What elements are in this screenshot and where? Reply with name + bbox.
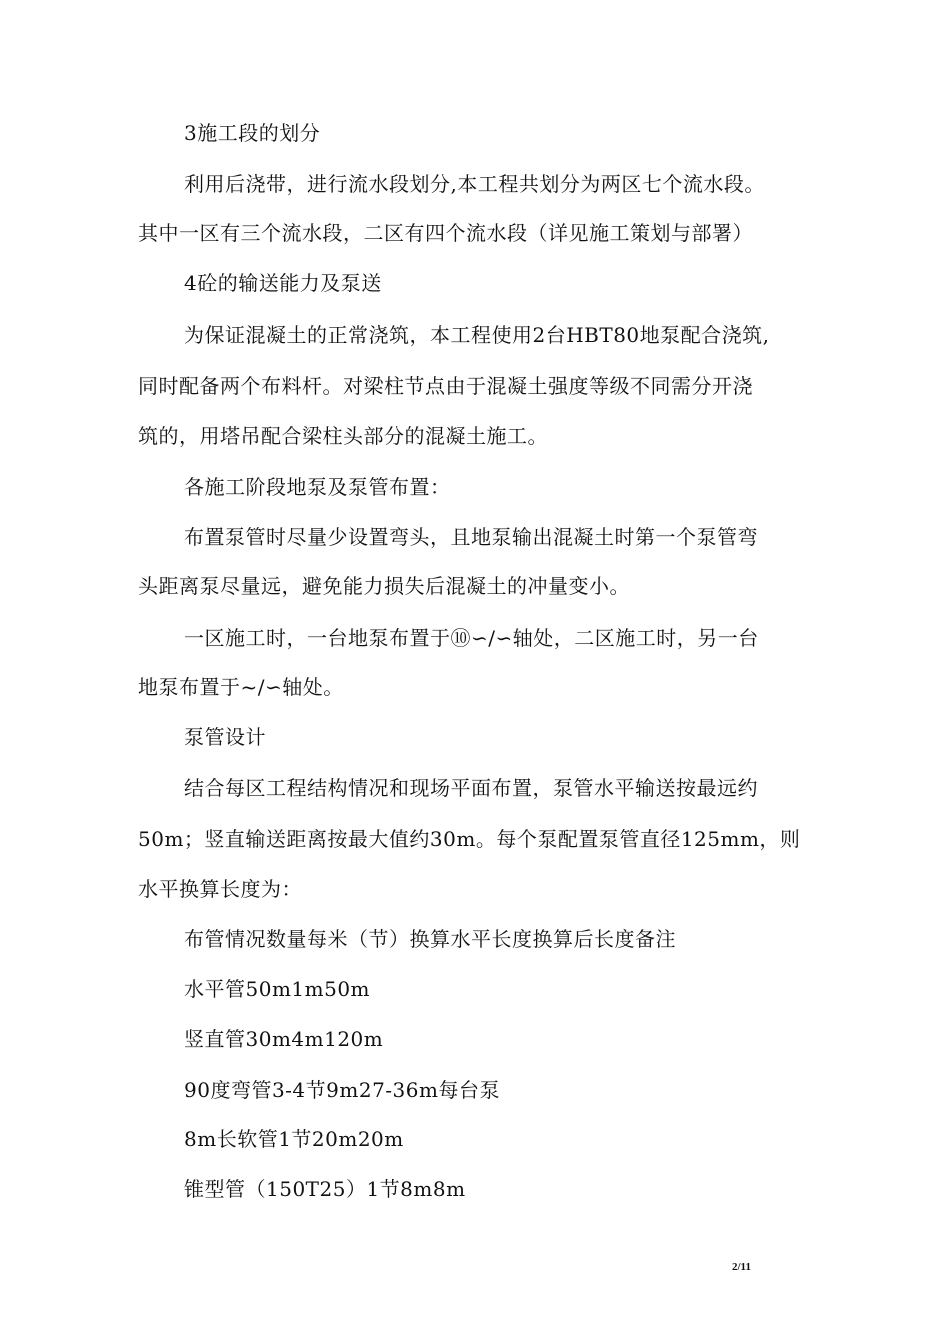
paragraph-line: 各施工阶段地泵及泵管布置： (184, 475, 451, 499)
table-row-line: 90度弯管3-4节9m27-36m每台泵 (184, 1078, 500, 1102)
table-row-line: 8m长软管1节20m20m (184, 1127, 404, 1151)
paragraph-line: 50m；竖直输送距离按最大值约30m。每个泵配置泵管直径125mm，则 (138, 827, 801, 851)
table-row-line: 竖直管30m4m120m (184, 1027, 384, 1051)
paragraph-line: 头距离泵尽量远，避免能力损失后混凝土的冲量变小。 (138, 574, 630, 598)
paragraph-line: 为保证混凝土的正常浇筑，本工程使用2台HBT80地泵配合浇筑, (184, 323, 770, 347)
table-row-line: 锥型管（150T25）1节8m8m (184, 1177, 466, 1201)
paragraph-line: 其中一区有三个流水段，二区有四个流水段（详见施工策划与部署） (138, 221, 753, 245)
subsection-heading: 泵管设计 (184, 725, 266, 749)
paragraph-line: 水平换算长度为： (138, 877, 302, 901)
table-header-line: 布管情况数量每米（节）换算水平长度换算后长度备注 (184, 927, 676, 951)
paragraph-line: 布置泵管时尽量少设置弯头，且地泵输出混凝土时第一个泵管弯 (184, 525, 758, 549)
section-heading: 3施工段的划分 (184, 121, 321, 145)
section-heading: 4砼的输送能力及泵送 (184, 271, 382, 295)
paragraph-line: 利用后浇带，进行流水段划分,本工程共划分为两区七个流水段。 (184, 172, 765, 196)
table-row-line: 水平管50m1m50m (184, 977, 371, 1001)
paragraph-line: 结合每区工程结构情况和现场平面布置，泵管水平输送按最远约 (184, 776, 758, 800)
paragraph-line: 筑的，用塔吊配合梁柱头部分的混凝土施工。 (138, 424, 548, 448)
paragraph-line: 一区施工时，一台地泵布置于⑩∽/∽轴处，二区施工时，另一台 (184, 626, 759, 650)
paragraph-line: 地泵布置于~/∽轴处。 (138, 675, 344, 699)
page-number: 2/11 (732, 1261, 751, 1273)
paragraph-line: 同时配备两个布料杆。对梁柱节点由于混凝土强度等级不同需分开浇 (138, 374, 753, 398)
